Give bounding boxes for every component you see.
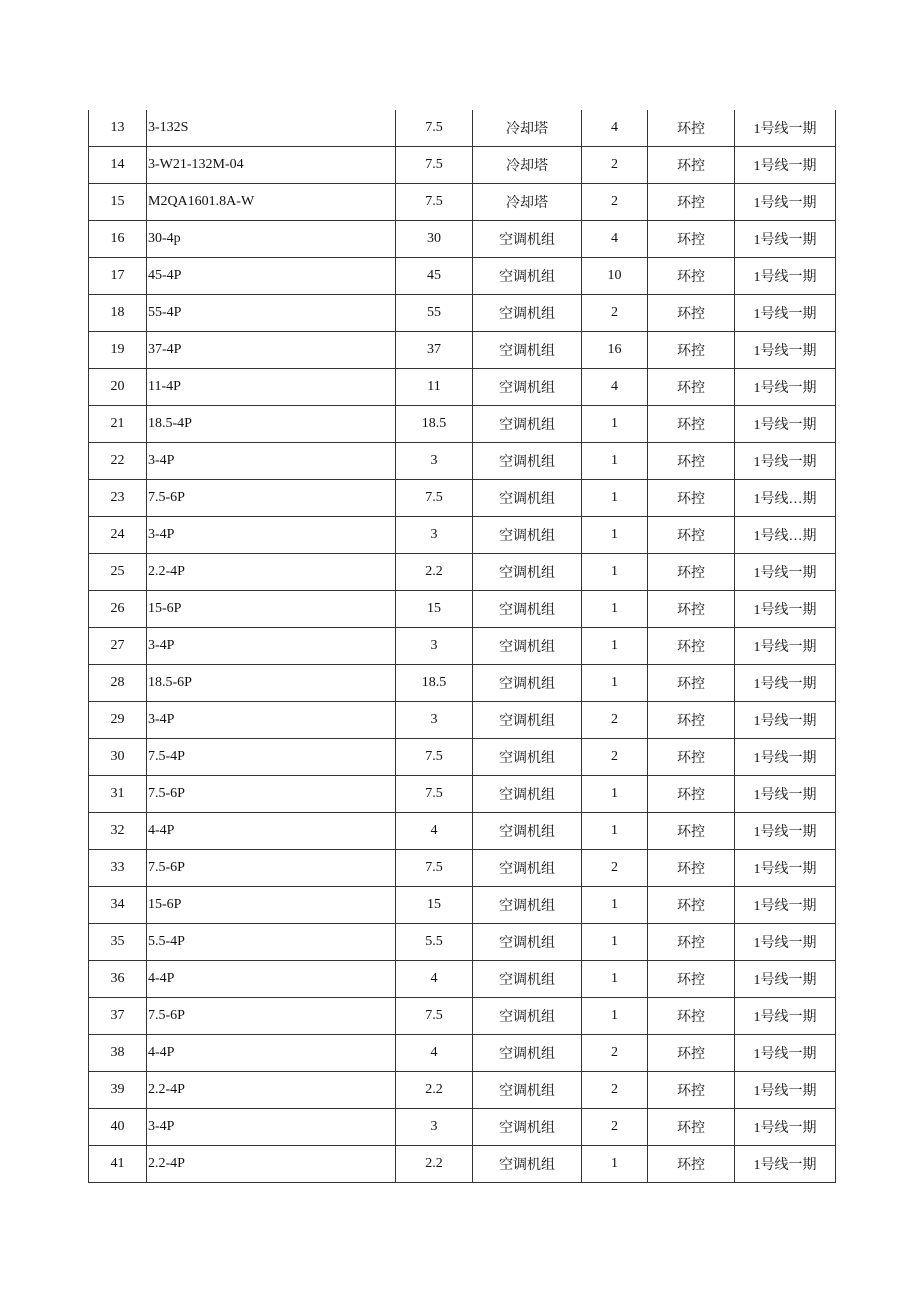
cell-number: 24 — [89, 517, 147, 554]
cell-quantity: 2 — [582, 1035, 648, 1072]
cell-model: 3-W21-132M-04 — [147, 147, 396, 184]
cell-model: 7.5-4P — [147, 739, 396, 776]
cell-department: 环控 — [648, 147, 735, 184]
cell-number: 39 — [89, 1072, 147, 1109]
cell-department: 环控 — [648, 406, 735, 443]
cell-equipment-type: 空调机组 — [473, 1035, 582, 1072]
cell-model: 3-4P — [147, 1109, 396, 1146]
cell-line: 1号线一期 — [735, 147, 836, 184]
cell-quantity: 4 — [582, 110, 648, 147]
cell-number: 31 — [89, 776, 147, 813]
cell-power: 4 — [396, 1035, 473, 1072]
cell-equipment-type: 空调机组 — [473, 369, 582, 406]
cell-power: 15 — [396, 887, 473, 924]
cell-number: 21 — [89, 406, 147, 443]
cell-line: 1号线一期 — [735, 221, 836, 258]
cell-quantity: 1 — [582, 665, 648, 702]
table-row — [89, 998, 836, 1035]
cell-quantity: 4 — [582, 369, 648, 406]
cell-model: 5.5-4P — [147, 924, 396, 961]
table-row — [89, 110, 836, 147]
cell-equipment-type: 空调机组 — [473, 887, 582, 924]
cell-department: 环控 — [648, 998, 735, 1035]
cell-department: 环控 — [648, 924, 735, 961]
table-row — [89, 295, 836, 332]
cell-number: 28 — [89, 665, 147, 702]
cell-line: 1号线一期 — [735, 739, 836, 776]
cell-power: 2.2 — [396, 1072, 473, 1109]
cell-model: 30-4p — [147, 221, 396, 258]
cell-line: 1号线一期 — [735, 628, 836, 665]
cell-equipment-type: 空调机组 — [473, 221, 582, 258]
equipment-table-container — [88, 110, 835, 1183]
cell-number: 36 — [89, 961, 147, 998]
table-row — [89, 332, 836, 369]
cell-number: 38 — [89, 1035, 147, 1072]
cell-model: 55-4P — [147, 295, 396, 332]
table-row — [89, 258, 836, 295]
cell-line: 1号线一期 — [735, 702, 836, 739]
cell-model: 4-4P — [147, 961, 396, 998]
cell-quantity: 2 — [582, 184, 648, 221]
cell-power: 3 — [396, 1109, 473, 1146]
cell-equipment-type: 空调机组 — [473, 258, 582, 295]
cell-department: 环控 — [648, 184, 735, 221]
cell-power: 18.5 — [396, 406, 473, 443]
cell-model: 2.2-4P — [147, 554, 396, 591]
cell-equipment-type: 空调机组 — [473, 1072, 582, 1109]
table-row — [89, 887, 836, 924]
cell-equipment-type: 空调机组 — [473, 554, 582, 591]
cell-number: 32 — [89, 813, 147, 850]
cell-model: 37-4P — [147, 332, 396, 369]
table-row — [89, 1035, 836, 1072]
table-row — [89, 591, 836, 628]
cell-equipment-type: 空调机组 — [473, 1146, 582, 1183]
table-row — [89, 369, 836, 406]
cell-number: 17 — [89, 258, 147, 295]
cell-model: 7.5-6P — [147, 480, 396, 517]
cell-department: 环控 — [648, 332, 735, 369]
cell-equipment-type: 冷却塔 — [473, 147, 582, 184]
cell-line: 1号线一期 — [735, 961, 836, 998]
cell-power: 7.5 — [396, 998, 473, 1035]
table-row — [89, 702, 836, 739]
cell-quantity: 2 — [582, 739, 648, 776]
cell-number: 15 — [89, 184, 147, 221]
cell-equipment-type: 空调机组 — [473, 517, 582, 554]
cell-line: 1号线一期 — [735, 184, 836, 221]
cell-equipment-type: 空调机组 — [473, 702, 582, 739]
cell-department: 环控 — [648, 295, 735, 332]
cell-line: 1号线一期 — [735, 850, 836, 887]
cell-model: 45-4P — [147, 258, 396, 295]
cell-department: 环控 — [648, 628, 735, 665]
cell-number: 13 — [89, 110, 147, 147]
cell-line: 1号线一期 — [735, 110, 836, 147]
cell-equipment-type: 空调机组 — [473, 924, 582, 961]
cell-power: 7.5 — [396, 184, 473, 221]
cell-model: 15-6P — [147, 591, 396, 628]
cell-power: 5.5 — [396, 924, 473, 961]
cell-power: 2.2 — [396, 1146, 473, 1183]
cell-number: 19 — [89, 332, 147, 369]
cell-line: 1号线一期 — [735, 887, 836, 924]
cell-department: 环控 — [648, 850, 735, 887]
cell-model: 7.5-6P — [147, 998, 396, 1035]
cell-equipment-type: 冷却塔 — [473, 110, 582, 147]
cell-number: 26 — [89, 591, 147, 628]
cell-quantity: 2 — [582, 850, 648, 887]
cell-quantity: 16 — [582, 332, 648, 369]
cell-quantity: 1 — [582, 1146, 648, 1183]
cell-power: 30 — [396, 221, 473, 258]
table-row — [89, 406, 836, 443]
cell-line: 1号线一期 — [735, 369, 836, 406]
cell-line: 1号线一期 — [735, 1146, 836, 1183]
cell-quantity: 1 — [582, 554, 648, 591]
cell-power: 7.5 — [396, 480, 473, 517]
cell-department: 环控 — [648, 665, 735, 702]
cell-line: 1号线一期 — [735, 1035, 836, 1072]
cell-power: 18.5 — [396, 665, 473, 702]
cell-department: 环控 — [648, 480, 735, 517]
cell-power: 3 — [396, 628, 473, 665]
table-row — [89, 665, 836, 702]
cell-quantity: 2 — [582, 295, 648, 332]
cell-quantity: 1 — [582, 406, 648, 443]
table-row — [89, 480, 836, 517]
cell-power: 55 — [396, 295, 473, 332]
cell-number: 30 — [89, 739, 147, 776]
cell-equipment-type: 空调机组 — [473, 295, 582, 332]
cell-line: 1号线一期 — [735, 295, 836, 332]
table-row — [89, 739, 836, 776]
cell-power: 7.5 — [396, 776, 473, 813]
cell-number: 20 — [89, 369, 147, 406]
table-row — [89, 776, 836, 813]
cell-quantity: 4 — [582, 221, 648, 258]
table-row — [89, 961, 836, 998]
cell-equipment-type: 空调机组 — [473, 628, 582, 665]
cell-department: 环控 — [648, 887, 735, 924]
equipment-table-body — [89, 110, 836, 1183]
cell-department: 环控 — [648, 554, 735, 591]
cell-equipment-type: 空调机组 — [473, 1109, 582, 1146]
cell-line: 1号线一期 — [735, 591, 836, 628]
cell-model: 2.2-4P — [147, 1146, 396, 1183]
table-row — [89, 1072, 836, 1109]
cell-power: 7.5 — [396, 147, 473, 184]
cell-model: 11-4P — [147, 369, 396, 406]
cell-quantity: 1 — [582, 517, 648, 554]
cell-power: 4 — [396, 813, 473, 850]
cell-line: 1号线一期 — [735, 998, 836, 1035]
cell-number: 16 — [89, 221, 147, 258]
cell-quantity: 2 — [582, 1109, 648, 1146]
cell-equipment-type: 空调机组 — [473, 591, 582, 628]
cell-line: 1号线一期 — [735, 813, 836, 850]
cell-power: 45 — [396, 258, 473, 295]
cell-number: 33 — [89, 850, 147, 887]
table-row — [89, 443, 836, 480]
cell-line: 1号线一期 — [735, 665, 836, 702]
cell-equipment-type: 空调机组 — [473, 480, 582, 517]
cell-model: 3-4P — [147, 702, 396, 739]
cell-power: 37 — [396, 332, 473, 369]
cell-power: 3 — [396, 443, 473, 480]
cell-quantity: 1 — [582, 591, 648, 628]
cell-power: 4 — [396, 961, 473, 998]
cell-department: 环控 — [648, 813, 735, 850]
cell-number: 27 — [89, 628, 147, 665]
table-row — [89, 221, 836, 258]
cell-equipment-type: 空调机组 — [473, 998, 582, 1035]
cell-department: 环控 — [648, 221, 735, 258]
table-row — [89, 517, 836, 554]
cell-line: 1号线一期 — [735, 554, 836, 591]
cell-line: 1号线一期 — [735, 776, 836, 813]
cell-line: 1号线…期 — [735, 480, 836, 517]
cell-model: 18.5-6P — [147, 665, 396, 702]
table-row — [89, 924, 836, 961]
cell-power: 7.5 — [396, 850, 473, 887]
cell-department: 环控 — [648, 1109, 735, 1146]
cell-power: 3 — [396, 517, 473, 554]
cell-number: 34 — [89, 887, 147, 924]
cell-model: 4-4P — [147, 1035, 396, 1072]
cell-quantity: 1 — [582, 776, 648, 813]
cell-equipment-type: 冷却塔 — [473, 184, 582, 221]
cell-number: 40 — [89, 1109, 147, 1146]
cell-model: M2QA1601.8A-W — [147, 184, 396, 221]
cell-number: 23 — [89, 480, 147, 517]
cell-line: 1号线一期 — [735, 406, 836, 443]
cell-power: 7.5 — [396, 739, 473, 776]
cell-equipment-type: 空调机组 — [473, 850, 582, 887]
cell-model: 7.5-6P — [147, 850, 396, 887]
cell-equipment-type: 空调机组 — [473, 961, 582, 998]
cell-department: 环控 — [648, 591, 735, 628]
cell-line: 1号线一期 — [735, 1072, 836, 1109]
cell-department: 环控 — [648, 739, 735, 776]
cell-model: 3-132S — [147, 110, 396, 147]
cell-line: 1号线一期 — [735, 258, 836, 295]
cell-model: 18.5-4P — [147, 406, 396, 443]
cell-number: 22 — [89, 443, 147, 480]
cell-model: 3-4P — [147, 443, 396, 480]
cell-model: 7.5-6P — [147, 776, 396, 813]
cell-line: 1号线一期 — [735, 443, 836, 480]
table-row — [89, 1146, 836, 1183]
cell-power: 11 — [396, 369, 473, 406]
table-row — [89, 813, 836, 850]
cell-equipment-type: 空调机组 — [473, 332, 582, 369]
cell-department: 环控 — [648, 961, 735, 998]
cell-model: 15-6P — [147, 887, 396, 924]
table-row — [89, 628, 836, 665]
cell-number: 41 — [89, 1146, 147, 1183]
cell-equipment-type: 空调机组 — [473, 776, 582, 813]
cell-model: 4-4P — [147, 813, 396, 850]
cell-line: 1号线…期 — [735, 517, 836, 554]
cell-department: 环控 — [648, 1035, 735, 1072]
cell-quantity: 1 — [582, 443, 648, 480]
cell-number: 37 — [89, 998, 147, 1035]
cell-line: 1号线一期 — [735, 1109, 836, 1146]
cell-model: 3-4P — [147, 628, 396, 665]
cell-power: 3 — [396, 702, 473, 739]
cell-line: 1号线一期 — [735, 924, 836, 961]
cell-department: 环控 — [648, 258, 735, 295]
cell-quantity: 2 — [582, 702, 648, 739]
cell-department: 环控 — [648, 443, 735, 480]
cell-quantity: 10 — [582, 258, 648, 295]
cell-quantity: 1 — [582, 924, 648, 961]
cell-quantity: 1 — [582, 961, 648, 998]
cell-power: 15 — [396, 591, 473, 628]
cell-power: 2.2 — [396, 554, 473, 591]
cell-number: 18 — [89, 295, 147, 332]
cell-model: 2.2-4P — [147, 1072, 396, 1109]
equipment-table — [88, 110, 836, 1183]
cell-department: 环控 — [648, 702, 735, 739]
cell-number: 25 — [89, 554, 147, 591]
cell-department: 环控 — [648, 1072, 735, 1109]
cell-equipment-type: 空调机组 — [473, 739, 582, 776]
table-row — [89, 554, 836, 591]
table-row — [89, 147, 836, 184]
cell-department: 环控 — [648, 517, 735, 554]
cell-quantity: 1 — [582, 628, 648, 665]
cell-model: 3-4P — [147, 517, 396, 554]
cell-equipment-type: 空调机组 — [473, 406, 582, 443]
cell-department: 环控 — [648, 369, 735, 406]
cell-department: 环控 — [648, 110, 735, 147]
cell-line: 1号线一期 — [735, 332, 836, 369]
cell-department: 环控 — [648, 776, 735, 813]
cell-department: 环控 — [648, 1146, 735, 1183]
cell-quantity: 1 — [582, 887, 648, 924]
cell-power: 7.5 — [396, 110, 473, 147]
cell-equipment-type: 空调机组 — [473, 813, 582, 850]
cell-equipment-type: 空调机组 — [473, 665, 582, 702]
cell-number: 29 — [89, 702, 147, 739]
cell-quantity: 1 — [582, 813, 648, 850]
table-row — [89, 1109, 836, 1146]
cell-quantity: 1 — [582, 480, 648, 517]
cell-quantity: 1 — [582, 998, 648, 1035]
cell-equipment-type: 空调机组 — [473, 443, 582, 480]
table-row — [89, 850, 836, 887]
table-row — [89, 184, 836, 221]
cell-quantity: 2 — [582, 147, 648, 184]
cell-quantity: 2 — [582, 1072, 648, 1109]
cell-number: 14 — [89, 147, 147, 184]
cell-number: 35 — [89, 924, 147, 961]
